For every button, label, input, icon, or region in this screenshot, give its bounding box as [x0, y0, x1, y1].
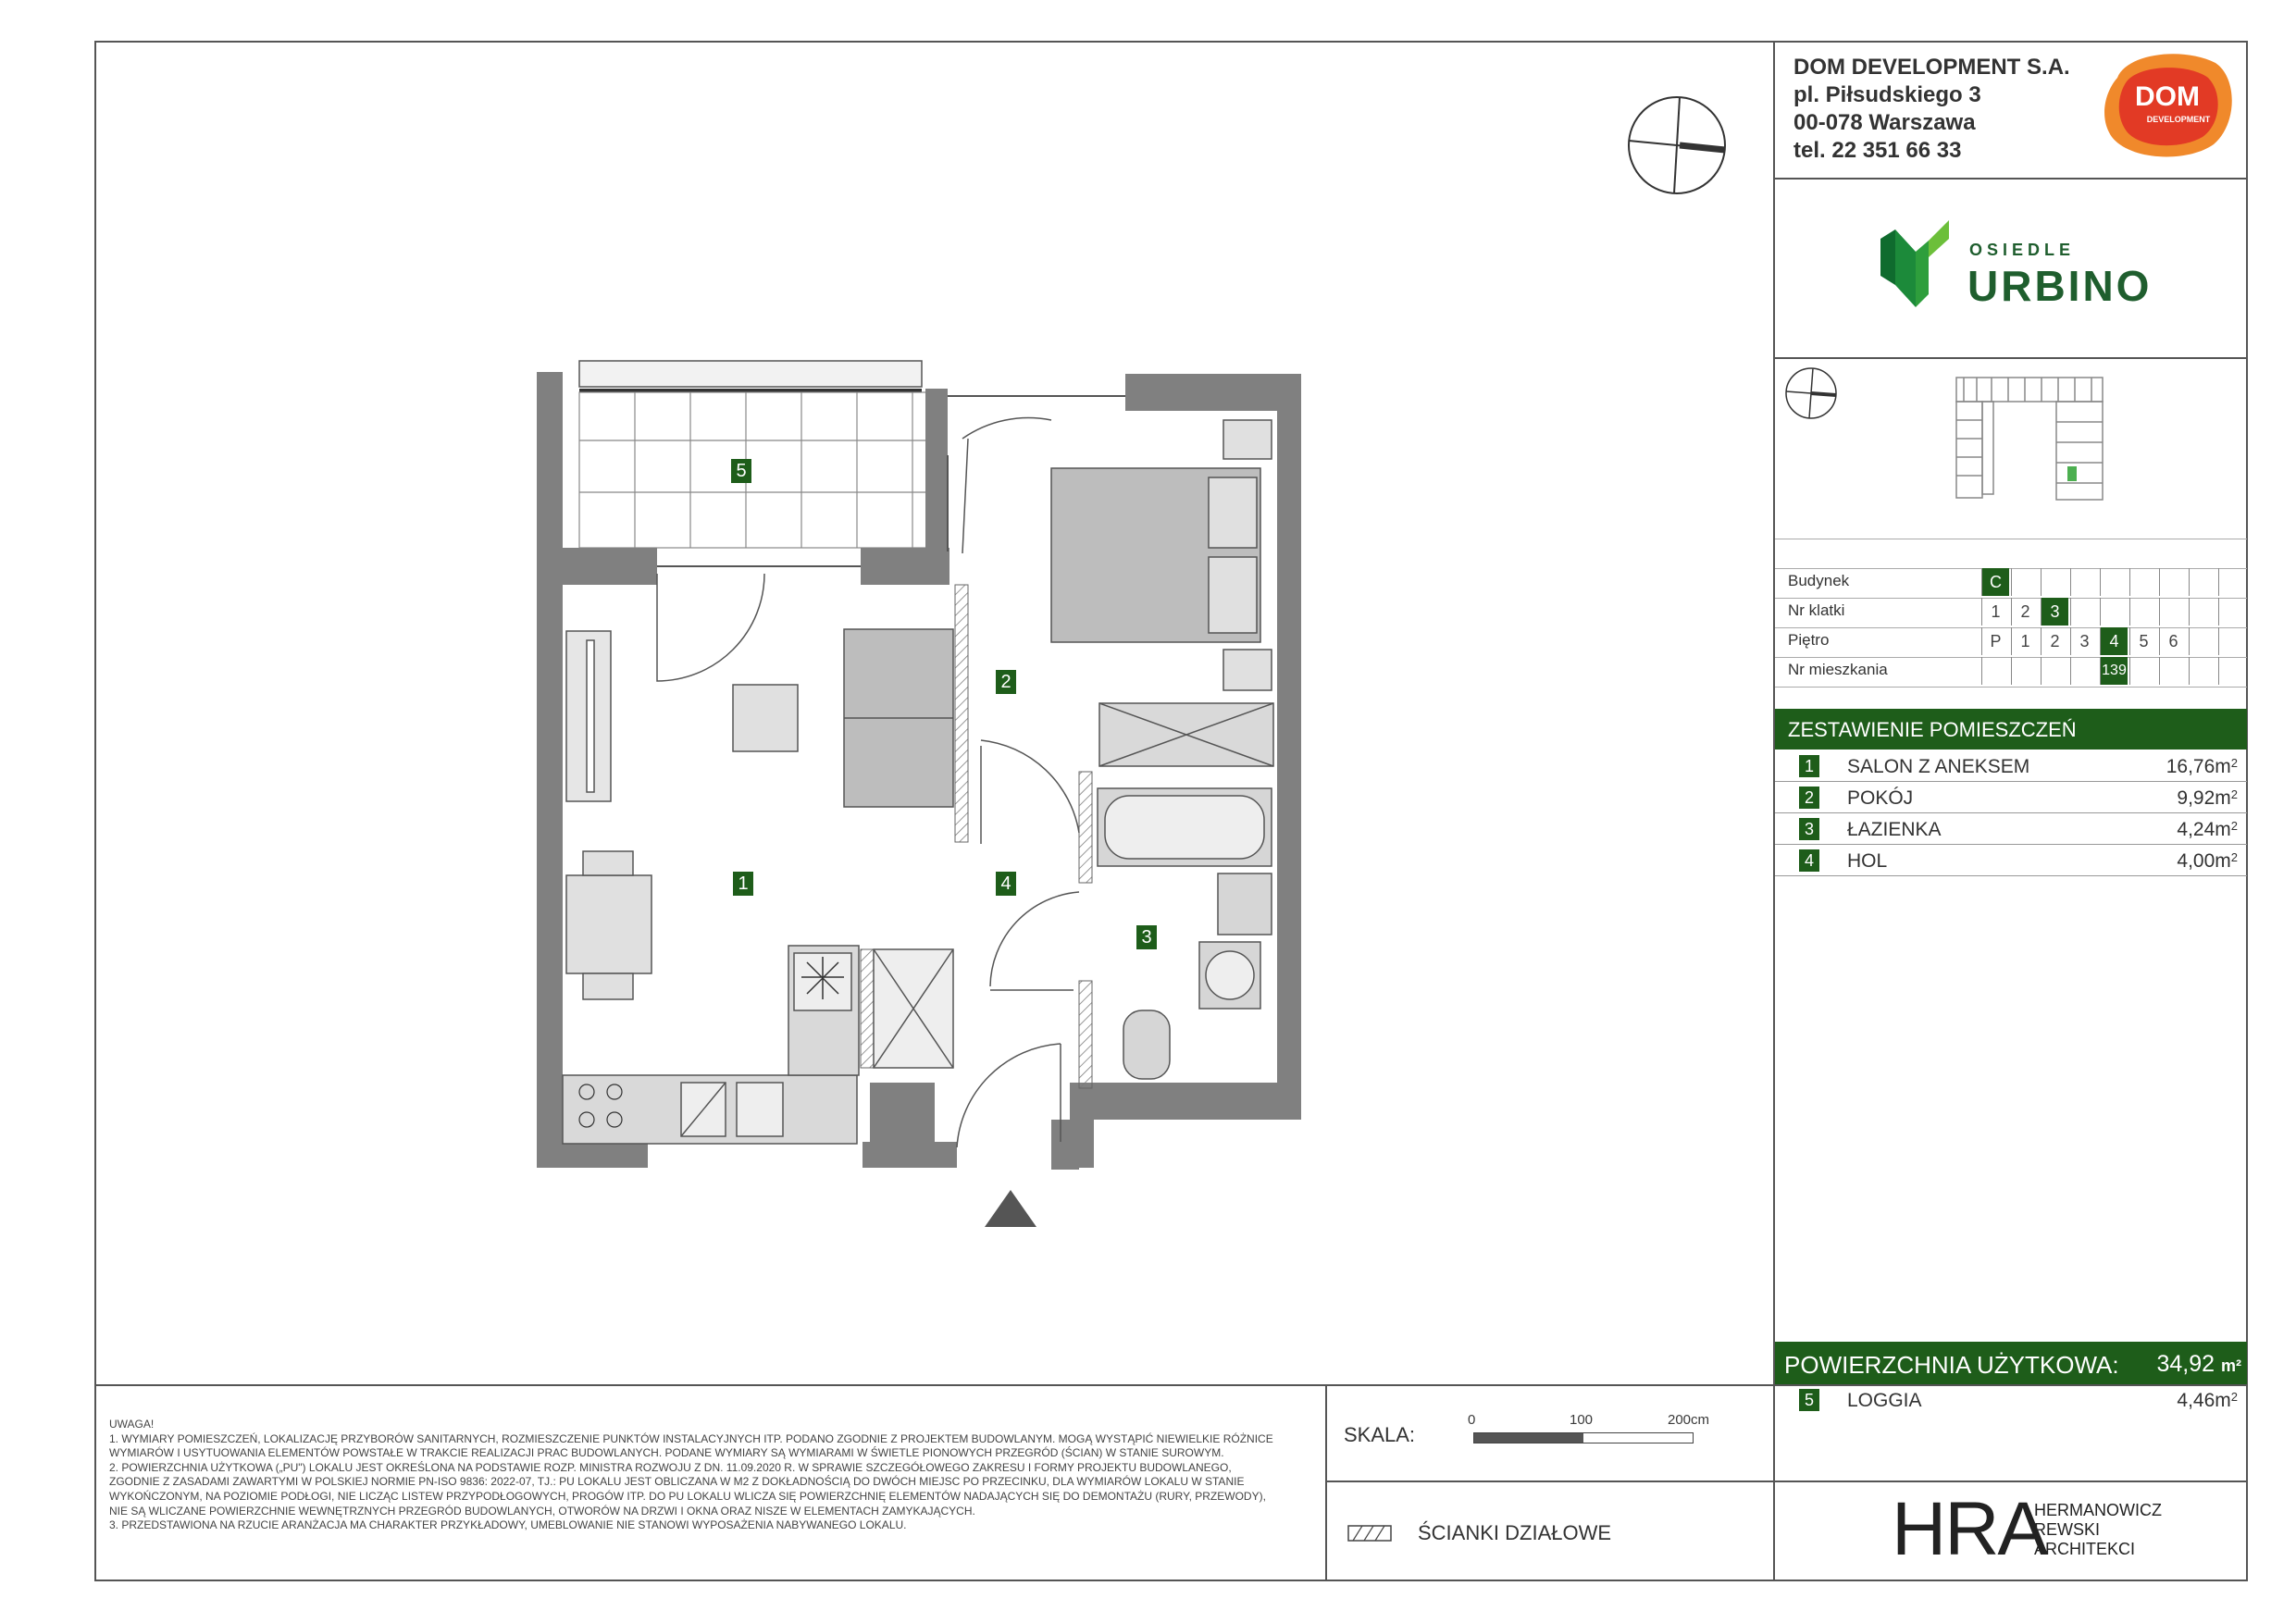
grid-cell [2129, 657, 2157, 685]
note-line: 2. POWIERZCHNIA UŻYTKOWA („PU") LOKALU JEST OKREŚLONA NA PODSTAWIE ROZP. MINISTRA ROZWOJU Z DN. 11.09.2020 R. W SPRAWIE SZCZEGÓŁOWEGO ZAKRESU I FORMY PROJEKTU BUDOWLANEGO, [109, 1460, 1232, 1474]
floor-cell-selected: 4 [2100, 627, 2128, 655]
room-number: 5 [1799, 1389, 1819, 1411]
room-number: 1 [1799, 755, 1819, 777]
divider [1773, 357, 2247, 359]
usable-area-value: 34,92 m² [2156, 1351, 2241, 1377]
room-number: 3 [1799, 818, 1819, 840]
apartment-label: Nr mieszkania [1788, 661, 1888, 678]
note-line: 3. PRZEDSTAWIONA NA RZUCIE ARANŻACJA MA CHARAKTER PRZYKŁADOWY, UMEBLOWANIE NIE STANOWI WYPOSAŻENIA NABYWANEGO LOKALU. [109, 1518, 907, 1532]
company-phone: tel. 22 351 66 33 [1793, 138, 1962, 163]
room-number: 4 [1799, 849, 1819, 872]
grid-cell [2011, 568, 2039, 596]
grid-cell [2218, 598, 2246, 626]
plan-tag-living: 1 [733, 872, 753, 896]
plan-tag-loggia: 5 [731, 459, 751, 483]
room-name: HOL [1847, 850, 1888, 872]
architect-name [2034, 1501, 2162, 1559]
room-name: LOGGIA [1847, 1390, 1922, 1411]
architect-mark: HRA [1892, 1487, 2047, 1571]
rooms-header [1775, 709, 2247, 750]
divider [1325, 1481, 1773, 1482]
grid-cell [2070, 657, 2098, 685]
grid-cell [2218, 657, 2246, 685]
grid-cell [2129, 568, 2157, 596]
company-city: 00-078 Warszawa [1793, 110, 1976, 135]
legend-label: ŚCIANKI DZIAŁOWE [1418, 1521, 1612, 1544]
scale-tick: 200cm [1668, 1412, 1710, 1428]
grid-cell [2070, 598, 2098, 626]
apartment-number: 139 [2100, 657, 2128, 685]
grid-cell [2218, 627, 2246, 655]
room-row [1775, 846, 2247, 876]
divider [1773, 178, 2247, 180]
architect-line: REWSKI [2034, 1520, 2101, 1539]
building-cell-selected: C [1981, 568, 2009, 596]
grid-cell [2041, 568, 2068, 596]
room-row [1775, 783, 2247, 813]
staircase-cell-selected: 3 [2041, 598, 2068, 626]
room-area: $4,24m^2$ [2177, 819, 2238, 840]
plan-tag-hall: 4 [996, 872, 1016, 896]
grid-cell [2070, 568, 2098, 596]
north-compass-icon [1626, 94, 1728, 201]
floor-plan [518, 352, 1314, 1240]
grid-cell [2159, 598, 2187, 626]
room-row [1775, 814, 2247, 845]
loggia-area [579, 361, 929, 548]
architect-line: HERMANOWICZ [2034, 1501, 2162, 1519]
grid-cell [2189, 598, 2216, 626]
dom-development-logo [2099, 50, 2236, 159]
note-line: 1. WYMIARY POMIESZCZEŃ, LOKALIZACJĘ PRZYBORÓW SANITARNYCH, ROZMIESZCZENIE PUNKTÓW INSTALACYJNYCH ITP. PODANO ZGODNIE Z PROJEKTEM BUDOWLANYM. MOGĄ WYSTĄPIĆ NIEWIELKIE RÓŻNICE [109, 1431, 1273, 1445]
project-name: URBINO [1967, 262, 2153, 310]
divider [1773, 1481, 2247, 1482]
logo-text: DOM [2135, 81, 2200, 112]
grid-cell [2041, 657, 2068, 685]
note-line: WYMIARÓW I USYTUOWANIA ELEMENTÓW POWSTAŁE W TRAKCIE REALIZACJI PRAC BUDOWLANYCH. PODANE WYMIARY SĄ WYMIARAMI W ŚWIETLE PIONOWYCH PRZEGRÓD (ŚCIAN) W STANIE SUROWYM. [109, 1446, 1224, 1460]
small-compass-icon [1784, 366, 1838, 425]
note-line: ZGODNIE Z ZASADAMI ZAWARTYMI W POLSKIEJ NORMIE PN-ISO 9836: 2022-07, TJ.: PU LOKALU JEST OBLICZANA W M2 Z DOKŁADNOŚCIĄ DO DWÓCH MIEJSC PO PRZECINKU, DLA WYMIARÓW LOKALU W STANIE [109, 1475, 1245, 1489]
scale-tick: 0 [1468, 1412, 1476, 1428]
floor-label: Piętro [1788, 631, 1830, 649]
room-number: 2 [1799, 787, 1819, 809]
floor-cell: 3 [2070, 627, 2098, 655]
plan-tag-bedroom: 2 [996, 670, 1016, 694]
company-street: pl. Piłsudskiego 3 [1793, 82, 1981, 107]
scale-bar [1473, 1432, 1694, 1443]
staircase-cell: 1 [1981, 598, 2009, 626]
entrance-arrow-icon [985, 1190, 1036, 1227]
grid-cell [1981, 657, 2009, 685]
project-top: OSIEDLE [1969, 241, 2076, 259]
scale-label: SKALA: [1344, 1423, 1416, 1446]
floor-cell: 6 [2159, 627, 2187, 655]
notes [109, 1418, 1303, 1533]
room-area: $16,76m^2$ [2166, 756, 2238, 777]
architect-line: ARCHITEKCI [2034, 1540, 2136, 1558]
room-name: ŁAZIENKA [1847, 819, 1942, 840]
company-name: DOM DEVELOPMENT S.A. [1793, 55, 2070, 80]
grid-cell [2189, 568, 2216, 596]
room-area: $4,46m^2$ [2177, 1390, 2238, 1411]
usable-area-bar [1775, 1342, 2247, 1384]
staircase-cell: 2 [2011, 598, 2039, 626]
floor-cell: 1 [2011, 627, 2039, 655]
room-name: SALON Z ANEKSEM [1847, 756, 2030, 777]
site-key-plan [1955, 374, 2104, 506]
room-name: POKÓJ [1847, 787, 1914, 809]
loggia-row [1775, 1385, 2247, 1415]
floor-cell: 2 [2041, 627, 2068, 655]
grid-cell [2189, 657, 2216, 685]
usable-area-label: POWIERZCHNIA UŻYTKOWA: [1784, 1351, 2119, 1379]
note-line: WYKOŃCZONYM, NA POZIOMIE PODŁOGI, NIE LICZĄC LISTEW PRZYPODŁOGOWYCH, PROGÓW ITP. DO PU LOKALU WLICZA SIĘ POWIERZCHNIĘ ELEMENTÓW NADAJĄCYCH SIĘ DO DEMONTAŻU (RURY, PRZEWODY), [109, 1489, 1266, 1503]
notes-title: UWAGA! [109, 1418, 155, 1431]
grid-cell [2189, 627, 2216, 655]
grid-cell [2100, 598, 2128, 626]
divider [1325, 1384, 1327, 1580]
room-area: $9,92m^2$ [2177, 787, 2238, 809]
company-info [1793, 54, 2070, 165]
grid-cell [2100, 568, 2128, 596]
scale-tick: 100 [1570, 1412, 1594, 1428]
divider [1775, 687, 2247, 688]
logo-subtext: DEVELOPMENT [2146, 115, 2211, 124]
hatch-legend-icon [1347, 1525, 1392, 1546]
room-row [1775, 751, 2247, 782]
rooms-title: ZESTAWIENIE POMIESZCZEŃ [1788, 718, 2077, 741]
grid-cell [2159, 568, 2187, 596]
note-line: NIE SĄ WLICZANE POWIERZCHNIE WEWNĘTRZNYCH PRZEGRÓD BUDOWLANYCH, OTWORÓW NA DRZWI I OKNA ORAZ NISZE W ELEMENTACH ZAMYKAJĄCYCH. [109, 1504, 975, 1518]
grid-cell [2218, 568, 2246, 596]
floor-cell: P [1981, 627, 2009, 655]
building-label: Budynek [1788, 572, 1850, 589]
urbino-logo [1880, 220, 2153, 313]
grid-cell [2129, 598, 2157, 626]
room-area: $4,00m^2$ [2177, 850, 2238, 872]
grid-cell [2011, 657, 2039, 685]
plan-tag-bathroom: 3 [1136, 925, 1157, 949]
floor-cell: 5 [2129, 627, 2157, 655]
grid-cell [2159, 657, 2187, 685]
staircase-label: Nr klatki [1788, 601, 1845, 619]
